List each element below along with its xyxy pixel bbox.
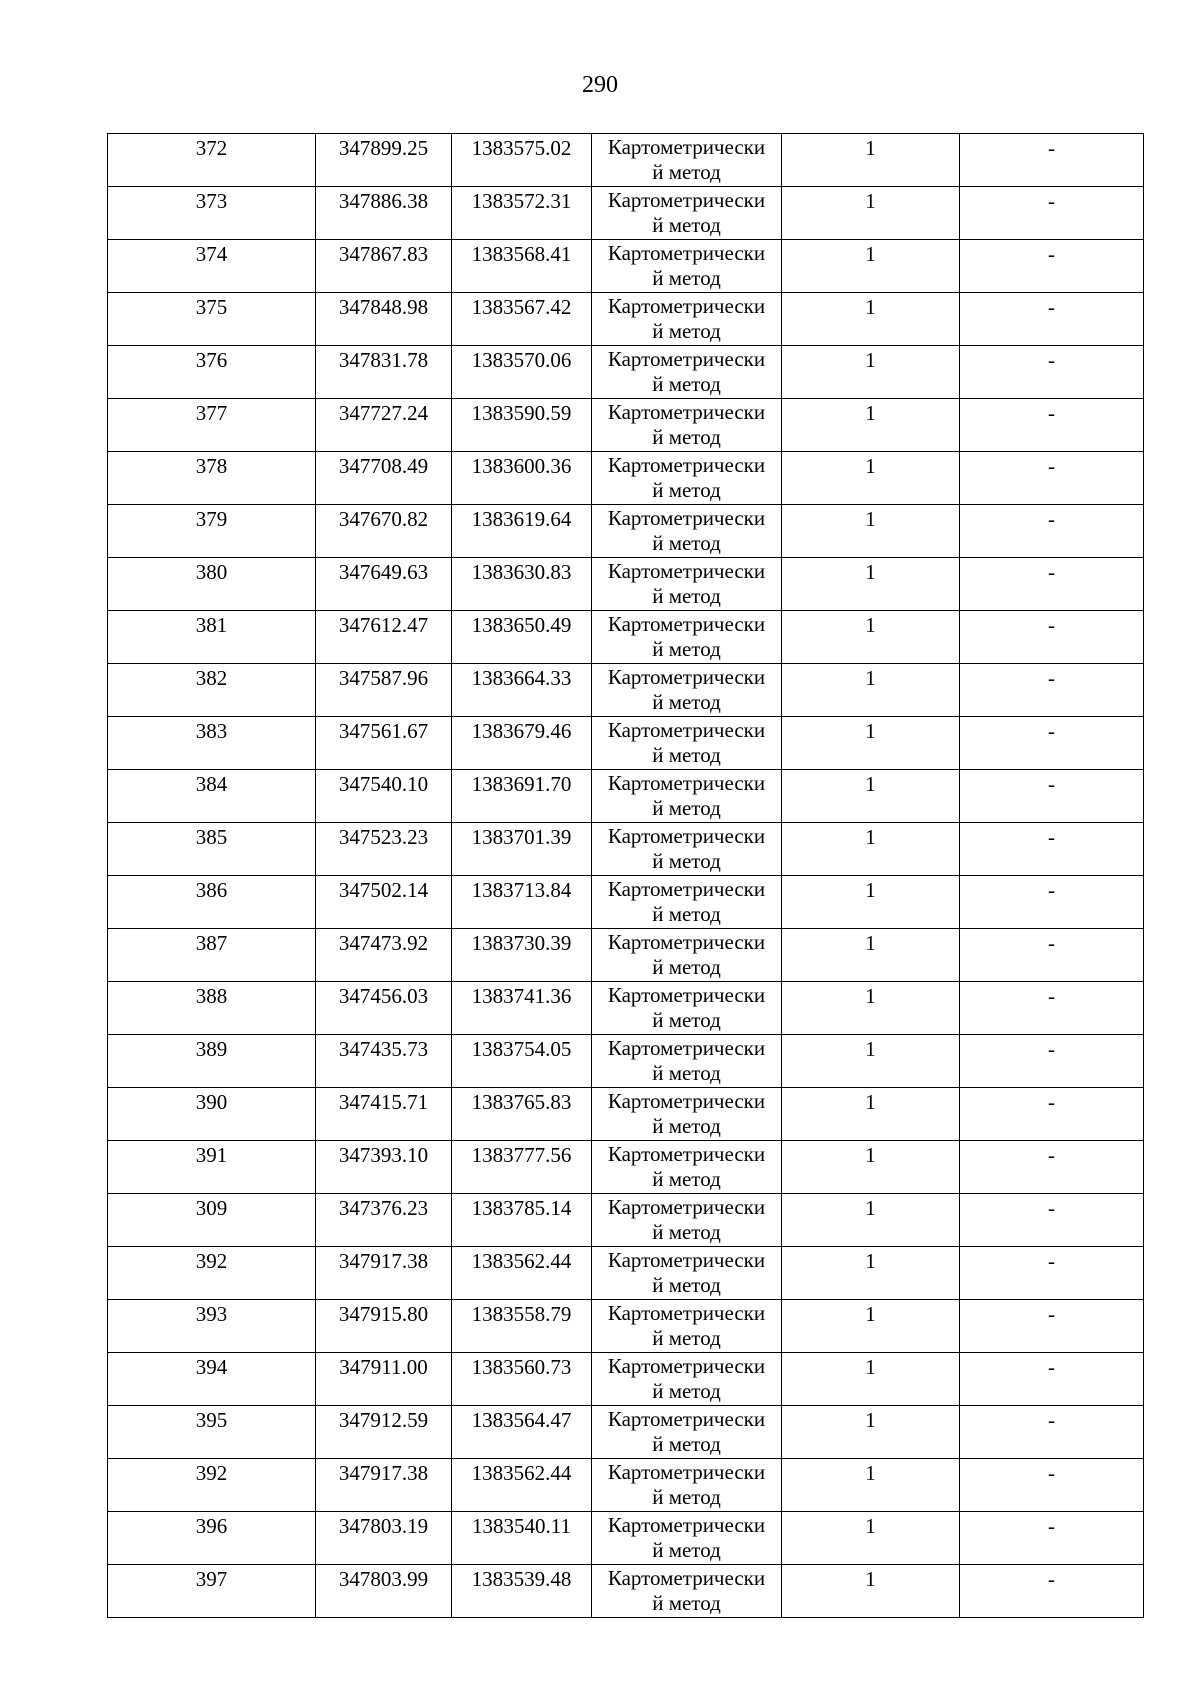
x-coordinate-cell: 347831.78 xyxy=(316,346,452,399)
method-text-line-1: Картометрически xyxy=(607,400,766,424)
method-text-line-1: Картометрически xyxy=(607,1513,766,1537)
table-row xyxy=(108,452,1144,505)
point-number-cell: 390 xyxy=(108,1088,316,1141)
method-text-line-2: й метод xyxy=(652,690,721,714)
y-coordinate-cell: 1383568.41 xyxy=(452,240,592,293)
accuracy-cell: 1 xyxy=(782,1300,960,1353)
note-cell: - xyxy=(960,187,1144,240)
method-text-line-1: Картометрически xyxy=(607,983,766,1007)
method-text-line-2: й метод xyxy=(652,1061,721,1085)
x-coordinate-cell: 347612.47 xyxy=(316,611,452,664)
x-coordinate-cell: 347915.80 xyxy=(316,1300,452,1353)
y-coordinate-cell: 1383619.64 xyxy=(452,505,592,558)
table-row xyxy=(108,1512,1144,1565)
method-cell xyxy=(592,1088,782,1141)
note-cell: - xyxy=(960,664,1144,717)
method-text-line-1: Картометрически xyxy=(607,1460,766,1484)
method-cell xyxy=(592,346,782,399)
x-coordinate-cell: 347803.99 xyxy=(316,1565,452,1618)
x-coordinate-cell: 347587.96 xyxy=(316,664,452,717)
y-coordinate-cell: 1383679.46 xyxy=(452,717,592,770)
x-coordinate-cell: 347393.10 xyxy=(316,1141,452,1194)
method-text-line-1: Картометрически xyxy=(607,188,766,212)
table-row xyxy=(108,558,1144,611)
method-text-line-1: Картометрически xyxy=(607,877,766,901)
note-cell: - xyxy=(960,1088,1144,1141)
method-text-line-2: й метод xyxy=(652,1008,721,1032)
point-number-cell: 389 xyxy=(108,1035,316,1088)
x-coordinate-cell: 347886.38 xyxy=(316,187,452,240)
point-number-cell: 375 xyxy=(108,293,316,346)
method-cell xyxy=(592,1512,782,1565)
y-coordinate-cell: 1383765.83 xyxy=(452,1088,592,1141)
y-coordinate-cell: 1383650.49 xyxy=(452,611,592,664)
coordinates-table-body xyxy=(108,134,1144,1618)
note-cell: - xyxy=(960,240,1144,293)
method-cell xyxy=(592,240,782,293)
y-coordinate-cell: 1383590.59 xyxy=(452,399,592,452)
accuracy-cell: 1 xyxy=(782,1406,960,1459)
note-cell: - xyxy=(960,1565,1144,1618)
point-number-cell: 383 xyxy=(108,717,316,770)
accuracy-cell: 1 xyxy=(782,717,960,770)
point-number-cell: 391 xyxy=(108,1141,316,1194)
method-text-line-1: Картометрически xyxy=(607,665,766,689)
table-row xyxy=(108,664,1144,717)
x-coordinate-cell: 347912.59 xyxy=(316,1406,452,1459)
method-text-line-1: Картометрически xyxy=(607,824,766,848)
x-coordinate-cell: 347540.10 xyxy=(316,770,452,823)
x-coordinate-cell: 347502.14 xyxy=(316,876,452,929)
accuracy-cell: 1 xyxy=(782,876,960,929)
method-text-line-1: Картометрически xyxy=(607,1301,766,1325)
accuracy-cell: 1 xyxy=(782,346,960,399)
x-coordinate-cell: 347848.98 xyxy=(316,293,452,346)
method-cell xyxy=(592,1141,782,1194)
point-number-cell: 397 xyxy=(108,1565,316,1618)
method-text-line-2: й метод xyxy=(652,1273,721,1297)
method-cell xyxy=(592,929,782,982)
note-cell: - xyxy=(960,1300,1144,1353)
method-text-line-1: Картометрически xyxy=(607,1036,766,1060)
x-coordinate-cell: 347376.23 xyxy=(316,1194,452,1247)
method-text-line-1: Картометрически xyxy=(607,1566,766,1590)
method-text-line-1: Картометрически xyxy=(607,559,766,583)
y-coordinate-cell: 1383540.11 xyxy=(452,1512,592,1565)
method-text-line-2: й метод xyxy=(652,1485,721,1509)
method-text-line-2: й метод xyxy=(652,955,721,979)
note-cell: - xyxy=(960,1406,1144,1459)
note-cell: - xyxy=(960,717,1144,770)
method-text-line-1: Картометрически xyxy=(607,241,766,265)
accuracy-cell: 1 xyxy=(782,452,960,505)
y-coordinate-cell: 1383539.48 xyxy=(452,1565,592,1618)
table-row xyxy=(108,929,1144,982)
point-number-cell: 372 xyxy=(108,134,316,187)
x-coordinate-cell: 347670.82 xyxy=(316,505,452,558)
method-text-line-2: й метод xyxy=(652,1220,721,1244)
x-coordinate-cell: 347523.23 xyxy=(316,823,452,876)
note-cell: - xyxy=(960,1512,1144,1565)
table-row xyxy=(108,293,1144,346)
method-cell xyxy=(592,399,782,452)
point-number-cell: 309 xyxy=(108,1194,316,1247)
x-coordinate-cell: 347435.73 xyxy=(316,1035,452,1088)
y-coordinate-cell: 1383754.05 xyxy=(452,1035,592,1088)
y-coordinate-cell: 1383600.36 xyxy=(452,452,592,505)
method-text-line-2: й метод xyxy=(652,1591,721,1615)
x-coordinate-cell: 347708.49 xyxy=(316,452,452,505)
x-coordinate-cell: 347867.83 xyxy=(316,240,452,293)
method-cell xyxy=(592,664,782,717)
table-row xyxy=(108,399,1144,452)
note-cell: - xyxy=(960,346,1144,399)
accuracy-cell: 1 xyxy=(782,664,960,717)
note-cell: - xyxy=(960,452,1144,505)
table-row xyxy=(108,1300,1144,1353)
x-coordinate-cell: 347803.19 xyxy=(316,1512,452,1565)
accuracy-cell: 1 xyxy=(782,558,960,611)
y-coordinate-cell: 1383691.70 xyxy=(452,770,592,823)
method-cell xyxy=(592,982,782,1035)
table-row xyxy=(108,1459,1144,1512)
x-coordinate-cell: 347917.38 xyxy=(316,1247,452,1300)
point-number-cell: 381 xyxy=(108,611,316,664)
y-coordinate-cell: 1383562.44 xyxy=(452,1459,592,1512)
method-cell xyxy=(592,1194,782,1247)
accuracy-cell: 1 xyxy=(782,1565,960,1618)
accuracy-cell: 1 xyxy=(782,505,960,558)
point-number-cell: 394 xyxy=(108,1353,316,1406)
table-row xyxy=(108,1088,1144,1141)
method-text-line-2: й метод xyxy=(652,1167,721,1191)
accuracy-cell: 1 xyxy=(782,611,960,664)
method-text-line-1: Картометрически xyxy=(607,1089,766,1113)
accuracy-cell: 1 xyxy=(782,1459,960,1512)
method-text-line-1: Картометрически xyxy=(607,1407,766,1431)
note-cell: - xyxy=(960,770,1144,823)
method-cell xyxy=(592,452,782,505)
point-number-cell: 387 xyxy=(108,929,316,982)
method-cell xyxy=(592,1459,782,1512)
table-row xyxy=(108,1141,1144,1194)
note-cell: - xyxy=(960,1141,1144,1194)
accuracy-cell: 1 xyxy=(782,134,960,187)
method-text-line-2: й метод xyxy=(652,213,721,237)
table-row xyxy=(108,770,1144,823)
method-cell xyxy=(592,187,782,240)
method-cell xyxy=(592,1035,782,1088)
point-number-cell: 393 xyxy=(108,1300,316,1353)
note-cell: - xyxy=(960,505,1144,558)
point-number-cell: 376 xyxy=(108,346,316,399)
note-cell: - xyxy=(960,558,1144,611)
table-row xyxy=(108,1406,1144,1459)
accuracy-cell: 1 xyxy=(782,1353,960,1406)
point-number-cell: 392 xyxy=(108,1459,316,1512)
method-text-line-2: й метод xyxy=(652,637,721,661)
method-text-line-1: Картометрически xyxy=(607,294,766,318)
y-coordinate-cell: 1383741.36 xyxy=(452,982,592,1035)
point-number-cell: 379 xyxy=(108,505,316,558)
method-cell xyxy=(592,1353,782,1406)
method-text-line-1: Картометрически xyxy=(607,135,766,159)
y-coordinate-cell: 1383570.06 xyxy=(452,346,592,399)
method-cell xyxy=(592,134,782,187)
table-row xyxy=(108,240,1144,293)
page-number: 290 xyxy=(582,72,618,98)
method-text-line-1: Картометрически xyxy=(607,1354,766,1378)
y-coordinate-cell: 1383564.47 xyxy=(452,1406,592,1459)
y-coordinate-cell: 1383701.39 xyxy=(452,823,592,876)
method-text-line-2: й метод xyxy=(652,1326,721,1350)
y-coordinate-cell: 1383785.14 xyxy=(452,1194,592,1247)
note-cell: - xyxy=(960,823,1144,876)
table-row xyxy=(108,1565,1144,1618)
accuracy-cell: 1 xyxy=(782,982,960,1035)
coordinates-table xyxy=(107,133,1144,1618)
method-cell xyxy=(592,293,782,346)
note-cell: - xyxy=(960,876,1144,929)
x-coordinate-cell: 347727.24 xyxy=(316,399,452,452)
accuracy-cell: 1 xyxy=(782,823,960,876)
method-cell xyxy=(592,1300,782,1353)
method-text-line-1: Картометрически xyxy=(607,347,766,371)
point-number-cell: 388 xyxy=(108,982,316,1035)
table-row xyxy=(108,187,1144,240)
y-coordinate-cell: 1383730.39 xyxy=(452,929,592,982)
method-text-line-2: й метод xyxy=(652,1379,721,1403)
method-text-line-2: й метод xyxy=(652,319,721,343)
table-row xyxy=(108,717,1144,770)
table-row xyxy=(108,982,1144,1035)
point-number-cell: 396 xyxy=(108,1512,316,1565)
method-text-line-1: Картометрически xyxy=(607,718,766,742)
note-cell: - xyxy=(960,293,1144,346)
method-text-line-1: Картометрически xyxy=(607,506,766,530)
y-coordinate-cell: 1383572.31 xyxy=(452,187,592,240)
method-text-line-2: й метод xyxy=(652,849,721,873)
accuracy-cell: 1 xyxy=(782,929,960,982)
method-text-line-2: й метод xyxy=(652,266,721,290)
y-coordinate-cell: 1383558.79 xyxy=(452,1300,592,1353)
note-cell: - xyxy=(960,1353,1144,1406)
point-number-cell: 395 xyxy=(108,1406,316,1459)
method-text-line-1: Картометрически xyxy=(607,453,766,477)
point-number-cell: 373 xyxy=(108,187,316,240)
method-cell xyxy=(592,611,782,664)
method-text-line-1: Картометрически xyxy=(607,1142,766,1166)
point-number-cell: 392 xyxy=(108,1247,316,1300)
table-row xyxy=(108,1353,1144,1406)
y-coordinate-cell: 1383567.42 xyxy=(452,293,592,346)
table-row xyxy=(108,823,1144,876)
method-text-line-1: Картометрически xyxy=(607,930,766,954)
method-cell xyxy=(592,770,782,823)
method-text-line-2: й метод xyxy=(652,584,721,608)
method-text-line-2: й метод xyxy=(652,531,721,555)
y-coordinate-cell: 1383713.84 xyxy=(452,876,592,929)
method-text-line-2: й метод xyxy=(652,796,721,820)
y-coordinate-cell: 1383562.44 xyxy=(452,1247,592,1300)
method-cell xyxy=(592,505,782,558)
method-text-line-2: й метод xyxy=(652,902,721,926)
method-text-line-2: й метод xyxy=(652,743,721,767)
note-cell: - xyxy=(960,134,1144,187)
method-cell xyxy=(592,717,782,770)
x-coordinate-cell: 347899.25 xyxy=(316,134,452,187)
y-coordinate-cell: 1383560.73 xyxy=(452,1353,592,1406)
table-row xyxy=(108,505,1144,558)
table-row xyxy=(108,134,1144,187)
accuracy-cell: 1 xyxy=(782,770,960,823)
point-number-cell: 384 xyxy=(108,770,316,823)
method-cell xyxy=(592,1565,782,1618)
point-number-cell: 386 xyxy=(108,876,316,929)
note-cell: - xyxy=(960,982,1144,1035)
note-cell: - xyxy=(960,399,1144,452)
method-text-line-2: й метод xyxy=(652,160,721,184)
x-coordinate-cell: 347561.67 xyxy=(316,717,452,770)
y-coordinate-cell: 1383575.02 xyxy=(452,134,592,187)
note-cell: - xyxy=(960,1035,1144,1088)
y-coordinate-cell: 1383664.33 xyxy=(452,664,592,717)
method-cell xyxy=(592,876,782,929)
table-row xyxy=(108,1194,1144,1247)
method-text-line-2: й метод xyxy=(652,372,721,396)
accuracy-cell: 1 xyxy=(782,399,960,452)
method-text-line-2: й метод xyxy=(652,1114,721,1138)
point-number-cell: 377 xyxy=(108,399,316,452)
point-number-cell: 385 xyxy=(108,823,316,876)
note-cell: - xyxy=(960,1247,1144,1300)
x-coordinate-cell: 347473.92 xyxy=(316,929,452,982)
point-number-cell: 380 xyxy=(108,558,316,611)
note-cell: - xyxy=(960,1459,1144,1512)
note-cell: - xyxy=(960,611,1144,664)
table-row xyxy=(108,876,1144,929)
method-cell xyxy=(592,1406,782,1459)
method-cell xyxy=(592,1247,782,1300)
accuracy-cell: 1 xyxy=(782,1035,960,1088)
accuracy-cell: 1 xyxy=(782,240,960,293)
accuracy-cell: 1 xyxy=(782,1247,960,1300)
x-coordinate-cell: 347917.38 xyxy=(316,1459,452,1512)
method-text-line-1: Картометрически xyxy=(607,771,766,795)
y-coordinate-cell: 1383630.83 xyxy=(452,558,592,611)
method-text-line-2: й метод xyxy=(652,1538,721,1562)
method-cell xyxy=(592,558,782,611)
point-number-cell: 378 xyxy=(108,452,316,505)
point-number-cell: 374 xyxy=(108,240,316,293)
method-text-line-2: й метод xyxy=(652,425,721,449)
x-coordinate-cell: 347415.71 xyxy=(316,1088,452,1141)
accuracy-cell: 1 xyxy=(782,1088,960,1141)
table-row xyxy=(108,1247,1144,1300)
accuracy-cell: 1 xyxy=(782,1512,960,1565)
accuracy-cell: 1 xyxy=(782,1194,960,1247)
accuracy-cell: 1 xyxy=(782,187,960,240)
x-coordinate-cell: 347456.03 xyxy=(316,982,452,1035)
method-cell xyxy=(592,823,782,876)
table-row xyxy=(108,1035,1144,1088)
accuracy-cell: 1 xyxy=(782,293,960,346)
note-cell: - xyxy=(960,1194,1144,1247)
method-text-line-1: Картометрически xyxy=(607,1195,766,1219)
method-text-line-1: Картометрически xyxy=(607,1248,766,1272)
y-coordinate-cell: 1383777.56 xyxy=(452,1141,592,1194)
x-coordinate-cell: 347649.63 xyxy=(316,558,452,611)
method-text-line-1: Картометрически xyxy=(607,612,766,636)
note-cell: - xyxy=(960,929,1144,982)
x-coordinate-cell: 347911.00 xyxy=(316,1353,452,1406)
table-row xyxy=(108,611,1144,664)
point-number-cell: 382 xyxy=(108,664,316,717)
method-text-line-2: й метод xyxy=(652,1432,721,1456)
method-text-line-2: й метод xyxy=(652,478,721,502)
table-row xyxy=(108,346,1144,399)
accuracy-cell: 1 xyxy=(782,1141,960,1194)
